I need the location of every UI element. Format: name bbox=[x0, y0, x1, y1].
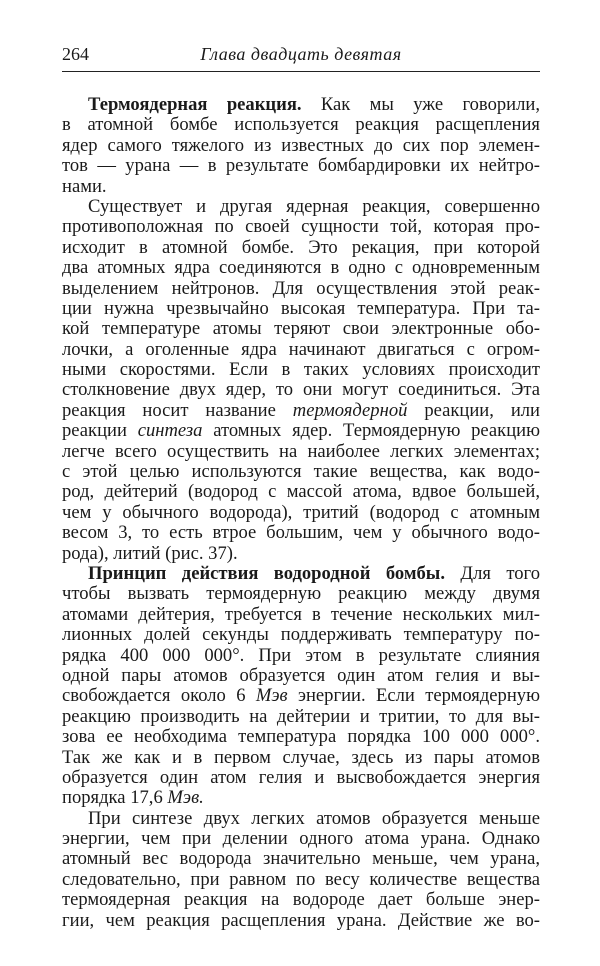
page-body bbox=[62, 95, 540, 931]
text-line bbox=[62, 584, 540, 604]
text-line bbox=[62, 503, 540, 523]
text-line bbox=[62, 809, 540, 829]
emphasis-text: синтеза bbox=[137, 420, 203, 442]
text-line bbox=[62, 401, 540, 421]
paragraph bbox=[62, 809, 540, 931]
text-segment: Так же как и в первом случае, здесь из пары атомов bbox=[62, 746, 540, 768]
text-line bbox=[62, 258, 540, 278]
text-line bbox=[62, 829, 540, 849]
emphasis-text: Мэв bbox=[255, 685, 288, 707]
text-segment: порядка 17,6 bbox=[62, 787, 168, 809]
text-segment: реакции, или bbox=[407, 399, 540, 421]
paragraph bbox=[62, 95, 540, 197]
text-line bbox=[62, 544, 540, 564]
paragraph bbox=[62, 197, 540, 564]
text-segment: тов — урана — в результате бомбардировки их нейтро- bbox=[62, 155, 540, 177]
text-segment: весом 3, то есть втрое большим, чем у обычного водо- bbox=[62, 522, 540, 544]
text-segment: рода), литий (рис. 37). bbox=[62, 542, 238, 564]
text-segment: атомных ядер. Термоядерную реакцию bbox=[202, 420, 540, 442]
text-segment: ными скоростями. Если в таких условиях происходит bbox=[62, 359, 540, 381]
text-segment: реакция носит название bbox=[62, 399, 293, 421]
text-segment: реакцию производить на дейтерии и тритии, то для вы- bbox=[62, 705, 540, 727]
text-line bbox=[62, 299, 540, 319]
running-header bbox=[62, 44, 540, 66]
text-segment: исходит в атомной бомбе. Это рекация, при которой bbox=[62, 236, 540, 258]
text-line bbox=[62, 523, 540, 543]
text-line bbox=[62, 319, 540, 339]
text-line bbox=[62, 177, 540, 197]
section-heading: Термоядерная реакция. bbox=[88, 94, 302, 115]
text-segment: кой температуре атомы теряют свои электронные обо- bbox=[62, 318, 540, 340]
text-line bbox=[62, 197, 540, 217]
header-rule bbox=[62, 71, 540, 72]
text-segment: свобождается около 6 bbox=[62, 685, 256, 707]
text-segment: нами. bbox=[62, 175, 107, 197]
text-segment: термоядерная реакция на водороде дает больше энер- bbox=[62, 889, 540, 911]
text-line bbox=[62, 238, 540, 258]
text-segment: рядка 400 000 000°. При этом в результате слияния bbox=[62, 644, 540, 666]
text-line bbox=[62, 340, 540, 360]
page-number: 264 bbox=[62, 44, 89, 64]
text-segment: два атомных ядра соединяются в одно с одновременным bbox=[62, 257, 540, 279]
text-segment: легче всего осуществить на наиболее легких элементах; bbox=[62, 440, 540, 462]
text-line bbox=[62, 748, 540, 768]
text-segment: атомами дейтерия, требуется в течение нескольких мил- bbox=[62, 603, 540, 625]
text-segment: следовательно, при равном по весу количестве вещества bbox=[62, 868, 540, 890]
text-line bbox=[62, 380, 540, 400]
text-segment: зова ее необходима температура порядка 100 000 000°. bbox=[62, 726, 540, 748]
text-segment: атомный вес водорода значительно меньше, чем урана, bbox=[62, 848, 540, 870]
text-segment: ции нужна чрезвычайно высокая температура. При та- bbox=[62, 297, 540, 319]
emphasis-text: термоядерной bbox=[292, 399, 408, 421]
text-line bbox=[62, 686, 540, 706]
text-line bbox=[62, 360, 540, 380]
text-line bbox=[62, 564, 540, 584]
text-segment: чем у обычного водорода), тритий (водород с атомным bbox=[62, 501, 540, 523]
text-line bbox=[62, 911, 540, 931]
text-segment: столкновение двух ядер, то они могут соединиться. Эта bbox=[62, 379, 540, 401]
text-line bbox=[62, 849, 540, 869]
text-segment: образуется один атом гелия и высвобождается энергия bbox=[62, 766, 540, 788]
text-segment: противоположная по своей сущности той, которая про- bbox=[62, 216, 540, 238]
text-segment: реакции bbox=[62, 420, 138, 442]
text-line bbox=[62, 156, 540, 176]
text-segment: Для того bbox=[444, 562, 541, 584]
text-line bbox=[62, 666, 540, 686]
text-segment: род, дейтерий (водород с массой атома, вдвое большей, bbox=[62, 481, 540, 503]
text-line bbox=[62, 707, 540, 727]
text-line bbox=[62, 890, 540, 910]
text-segment: чтобы вызвать термоядерную реакцию между двумя bbox=[62, 583, 540, 605]
text-line bbox=[62, 217, 540, 237]
text-line bbox=[62, 136, 540, 156]
text-segment: с этой целью используются такие вещества, как водо- bbox=[62, 461, 540, 483]
text-line bbox=[62, 95, 540, 115]
emphasis-text: Мэв. bbox=[167, 787, 204, 809]
paragraph bbox=[62, 564, 540, 809]
text-segment: ядер самого тяжелого из известных до сих пор элемен- bbox=[62, 134, 540, 156]
text-line bbox=[62, 442, 540, 462]
text-line bbox=[62, 482, 540, 502]
text-line bbox=[62, 727, 540, 747]
text-line bbox=[62, 870, 540, 890]
text-segment: одной пары атомов образуется один атом гелия и вы- bbox=[62, 664, 540, 686]
text-segment: При синтезе двух легких атомов образуется меньше bbox=[88, 807, 540, 829]
text-line bbox=[62, 462, 540, 482]
text-line bbox=[62, 646, 540, 666]
text-segment: лочки, а оголенные ядра начинают двигаться с огром- bbox=[62, 338, 540, 360]
running-title: Глава двадцать девятая bbox=[200, 44, 402, 64]
text-line bbox=[62, 788, 540, 808]
text-segment: Как мы уже говорили, bbox=[301, 94, 540, 115]
section-heading: Принцип действия водородной бомбы. bbox=[88, 562, 445, 584]
text-segment: гии, чем реакция расщепления урана. Действие же во- bbox=[62, 909, 540, 931]
text-line bbox=[62, 421, 540, 441]
text-line bbox=[62, 768, 540, 788]
text-line bbox=[62, 605, 540, 625]
text-line bbox=[62, 625, 540, 645]
text-segment: энергии. Если термоядерную bbox=[287, 685, 540, 707]
text-line bbox=[62, 279, 540, 299]
text-segment: лионных долей секунды поддерживать температуру по- bbox=[62, 624, 540, 646]
text-line bbox=[62, 115, 540, 135]
text-segment: в атомной бомбе используется реакция расщепления bbox=[62, 114, 540, 136]
text-segment: энергии, чем при делении одного атома урана. Однако bbox=[62, 828, 540, 850]
text-segment: Существует и другая ядерная реакция, совершенно bbox=[88, 195, 540, 217]
text-segment: выделением нейтронов. Для осуществления этой реак- bbox=[62, 277, 540, 299]
